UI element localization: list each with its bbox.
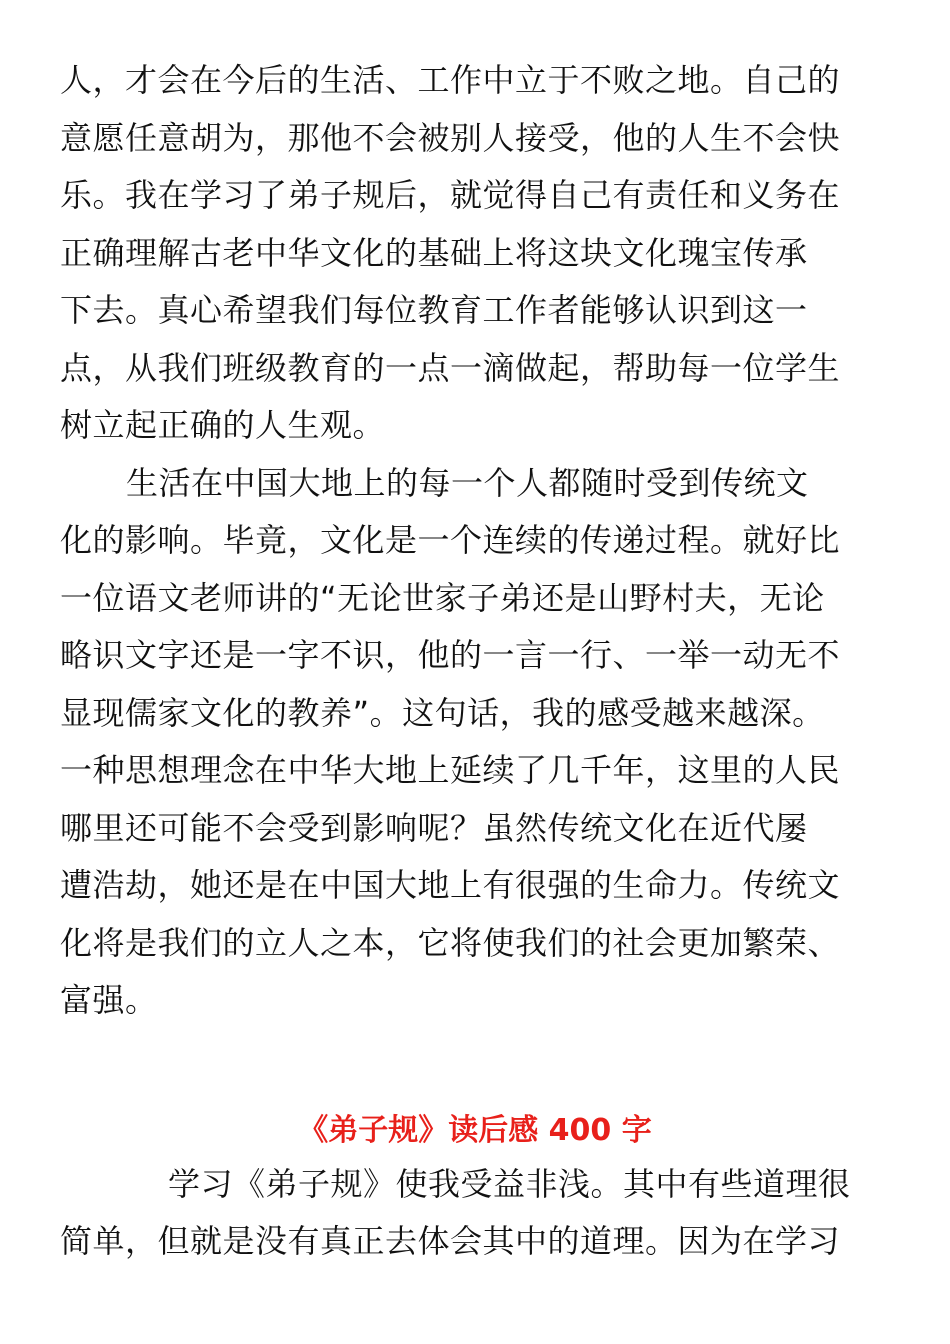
text-line: 略识文字还是一字不识，他的一言一行、一举一动无不	[60, 636, 841, 674]
text-line: 树立起正确的人生观。	[60, 406, 386, 444]
text-line: 化将是我们的立人之本，它将使我们的社会更加繁荣、	[60, 923, 841, 962]
text-line: 生活在中国大地上的每一个人都随时受到传统文	[126, 463, 809, 502]
document-page	[60, 52, 890, 1271]
text-line: 乐。我在学习了弟子规后，就觉得自己有责任和义务在	[60, 176, 841, 214]
text-line: 显现儒家文化的教养”。这句话，我的感受越来越深。	[60, 693, 825, 732]
text-line: 点，从我们班级教育的一点一滴做起，帮助每一位学生	[60, 348, 841, 387]
text-line: 简单，但就是没有真正去体会其中的道理。因为在学习	[60, 1222, 841, 1260]
text-line: 意愿任意胡为，那他不会被别人接受，他的人生不会快	[60, 118, 841, 157]
text-line: 正确理解古老中华文化的基础上将这块文化瑰宝传承	[60, 233, 808, 272]
text-line: 哪里还可能不会受到影响呢？虽然传统文化在近代屡	[60, 808, 808, 847]
text-line: 富强。	[60, 981, 158, 1019]
text-line: 遭浩劫，她还是在中国大地上有很强的生命力。传统文	[60, 866, 841, 904]
text-line: 学习《弟子规》使我受益非浅。其中有些道理很	[168, 1164, 851, 1203]
section-spacer	[60, 1030, 890, 1106]
paragraph-2	[60, 455, 890, 1030]
text-line: 下去。真心希望我们每位教育工作者能够认识到这一	[60, 291, 808, 329]
text-line: 一位语文老师讲的“无论世家子弟还是山野村夫，无论	[60, 578, 825, 617]
text-line: 一种思想理念在中华大地上延续了几千年，这里的人民	[60, 751, 841, 789]
text-line: 化的影响。毕竟，文化是一个连续的传递过程。就好比	[60, 521, 841, 559]
text-line: 人，才会在今后的生活、工作中立于不败之地。自己的	[60, 61, 841, 99]
section-heading: 《弟子规》读后感 400 字	[298, 1112, 652, 1148]
paragraph-3	[60, 1156, 890, 1271]
paragraph-1	[60, 52, 890, 455]
